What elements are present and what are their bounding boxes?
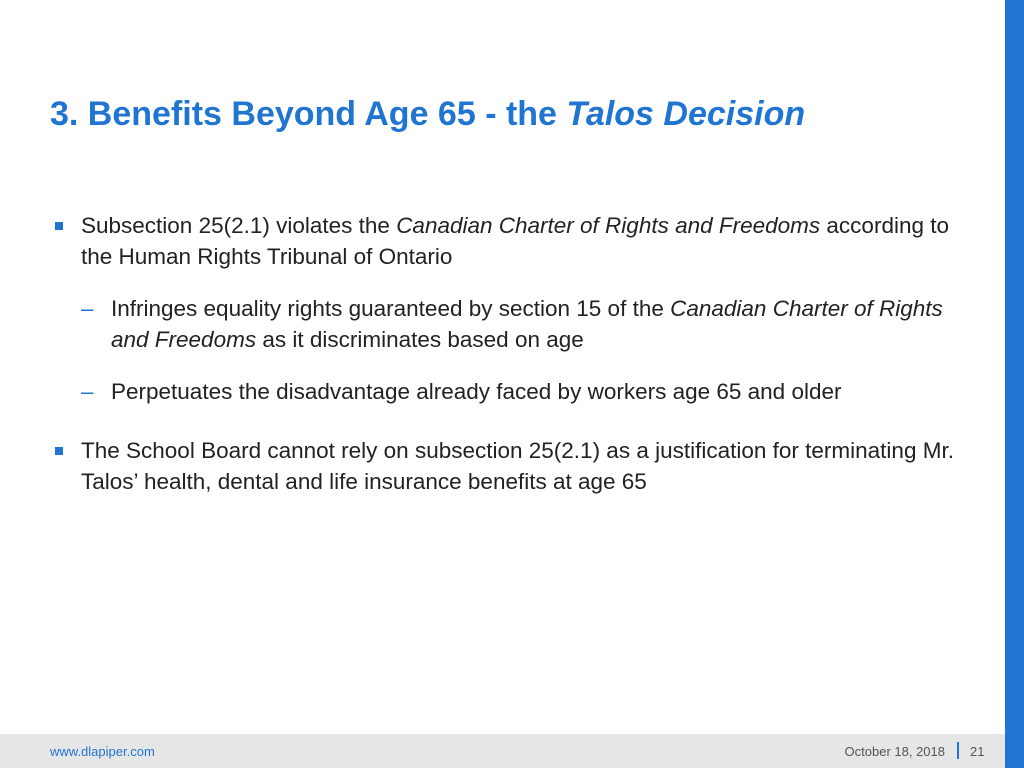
bullet-text: The School Board cannot rely on subsection 25(2.1) as a justification for terminating Mr. Talos’ health, dental and life insurance benefits at age 65: [81, 438, 954, 494]
footer-page-number: 21: [970, 744, 985, 759]
bullet-text: Subsection 25(2.1) violates the: [81, 213, 397, 238]
footer-date: October 18, 2018: [844, 744, 945, 759]
footer-bar: [0, 734, 1005, 768]
bullet-text: according to the Human Rights Tribunal of Ontario: [81, 213, 949, 269]
sub-bullet-text: Perpetuates the disadvantage already faced by workers age 65 and older: [111, 379, 842, 404]
bullet-item: [52, 435, 982, 497]
bullet-item: [52, 210, 982, 272]
dash-bullet-icon: –: [81, 379, 94, 404]
sub-bullet-text: as it discriminates based on age: [256, 327, 584, 352]
slide-title-main: 3. Benefits Beyond Age 65 - the: [50, 95, 567, 133]
bullet-emphasis: Canadian Charter of Rights and Freedoms: [396, 213, 821, 238]
footer-website-link[interactable]: www.dlapiper.com: [50, 744, 155, 759]
dash-bullet-icon: –: [81, 296, 94, 321]
slide-content: [52, 210, 982, 497]
square-bullet-icon: [55, 447, 63, 455]
sub-bullet-text: Infringes equality rights guaranteed by section 15 of the: [111, 296, 671, 321]
slide-title-emphasis: Talos Decision: [566, 95, 806, 133]
right-accent-bar: [1005, 0, 1024, 768]
sub-bullet-item: [52, 293, 982, 355]
square-bullet-icon: [55, 222, 63, 230]
sub-bullet-item: [52, 376, 982, 407]
footer-divider: [957, 742, 959, 759]
slide-title: [50, 92, 805, 136]
sub-bullet-emphasis: Canadian Charter of Rights and Freedoms: [111, 296, 943, 352]
